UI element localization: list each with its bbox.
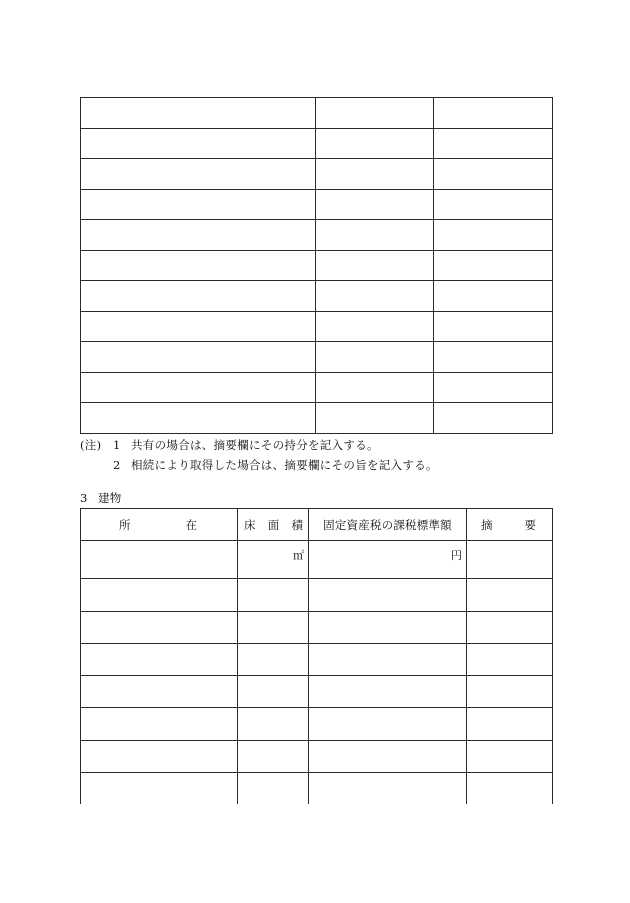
header-location (81, 509, 238, 541)
table-cell[interactable] (467, 541, 553, 579)
table-cell[interactable] (316, 98, 434, 129)
notes (80, 435, 438, 475)
table-cell[interactable] (81, 311, 316, 342)
table-cell[interactable] (316, 342, 434, 373)
table-cell[interactable] (316, 403, 434, 434)
table-cell[interactable] (309, 708, 467, 740)
building-table (80, 508, 553, 804)
unit-square-meter: ㎡ (293, 549, 304, 562)
table-row (81, 676, 553, 708)
unit-yen: 円 (451, 549, 462, 562)
table-row (81, 773, 553, 805)
note-text: 相続により取得した場合は、摘要欄にその旨を記入する。 (131, 458, 438, 472)
table-cell[interactable] (309, 611, 467, 643)
table-cell[interactable] (81, 403, 316, 434)
table-row (81, 403, 553, 434)
table-row (81, 189, 553, 220)
table-cell[interactable] (434, 311, 553, 342)
table-cell[interactable] (238, 676, 309, 708)
table-cell-area[interactable] (238, 541, 309, 579)
table-cell[interactable] (434, 98, 553, 129)
table-cell[interactable] (81, 250, 316, 281)
table-cell[interactable] (434, 403, 553, 434)
table-cell[interactable] (434, 128, 553, 159)
header-floor-area (238, 509, 309, 541)
header-floor-area-char: 床 (244, 517, 256, 532)
table-cell[interactable] (316, 250, 434, 281)
table-row (81, 372, 553, 403)
table-row (81, 311, 553, 342)
table-cell[interactable] (81, 773, 238, 805)
table-cell[interactable] (81, 342, 316, 373)
table-cell[interactable] (316, 220, 434, 251)
note-line-1 (80, 435, 438, 455)
table-cell[interactable] (309, 643, 467, 675)
section-number: 3 (80, 491, 88, 505)
table-cell[interactable] (467, 773, 553, 805)
table-cell[interactable] (81, 128, 316, 159)
table-cell[interactable] (316, 311, 434, 342)
table-cell[interactable] (316, 281, 434, 312)
table-cell[interactable] (434, 159, 553, 190)
table-row (81, 342, 553, 373)
table-row (81, 708, 553, 740)
table-row (81, 579, 553, 611)
table-row (81, 98, 553, 129)
table-cell[interactable] (434, 342, 553, 373)
table-cell[interactable] (81, 372, 316, 403)
table-cell[interactable] (467, 611, 553, 643)
header-floor-area-char: 積 (291, 517, 303, 532)
table-row (81, 220, 553, 251)
note-text: 共有の場合は、摘要欄にその持分を記入する。 (131, 438, 379, 452)
table-row (81, 128, 553, 159)
table-cell[interactable] (309, 579, 467, 611)
header-location-char: 在 (185, 517, 197, 532)
table-row (81, 281, 553, 312)
table-cell[interactable] (238, 740, 309, 772)
table-cell[interactable] (434, 372, 553, 403)
note-prefix: (注) (80, 438, 102, 452)
table-cell[interactable] (238, 579, 309, 611)
note-number: 2 (113, 458, 121, 472)
table-cell[interactable] (309, 773, 467, 805)
table-cell[interactable] (81, 98, 316, 129)
table-cell[interactable] (238, 643, 309, 675)
table-row (81, 740, 553, 772)
header-remarks (467, 509, 553, 541)
table-cell[interactable] (467, 708, 553, 740)
table-cell[interactable] (81, 643, 238, 675)
table-cell[interactable] (467, 676, 553, 708)
table-cell[interactable] (81, 676, 238, 708)
table-cell[interactable] (316, 372, 434, 403)
note-line-2 (80, 455, 438, 475)
header-location-char: 所 (119, 517, 131, 532)
table-row (81, 250, 553, 281)
header-remarks-char: 摘 (481, 517, 493, 532)
table-cell[interactable] (316, 189, 434, 220)
table-cell[interactable] (238, 773, 309, 805)
table-cell[interactable] (316, 159, 434, 190)
table-cell[interactable] (81, 579, 238, 611)
header-remarks-char: 要 (524, 517, 536, 532)
table-cell[interactable] (309, 676, 467, 708)
table-cell[interactable] (316, 128, 434, 159)
table-cell[interactable] (467, 643, 553, 675)
table-cell[interactable] (81, 611, 238, 643)
table-cell[interactable] (434, 220, 553, 251)
land-table-continued (80, 97, 553, 434)
table-row (81, 541, 553, 579)
header-floor-area-char: 面 (267, 517, 280, 532)
note-number: 1 (113, 438, 121, 452)
table-row (81, 643, 553, 675)
table-row (81, 611, 553, 643)
table-cell[interactable] (81, 220, 316, 251)
table-cell[interactable] (238, 611, 309, 643)
table-cell[interactable] (81, 159, 316, 190)
section-title: 建物 (98, 491, 122, 505)
table-cell[interactable] (81, 541, 238, 579)
table-cell[interactable] (467, 740, 553, 772)
table-cell[interactable] (81, 708, 238, 740)
section-heading (80, 490, 122, 506)
table-header-row (81, 509, 553, 541)
header-assessed-value-label: 固定資産税の課税標準額 (323, 517, 452, 532)
table-row (81, 159, 553, 190)
table-cell[interactable] (309, 740, 467, 772)
table-cell-value[interactable] (309, 541, 467, 579)
header-assessed-value (309, 509, 467, 541)
table-cell[interactable] (434, 250, 553, 281)
table-cell[interactable] (434, 281, 553, 312)
table-cell[interactable] (81, 189, 316, 220)
table-cell[interactable] (434, 189, 553, 220)
table-cell[interactable] (81, 740, 238, 772)
table-cell[interactable] (467, 579, 553, 611)
table-cell[interactable] (238, 708, 309, 740)
table-cell[interactable] (81, 281, 316, 312)
